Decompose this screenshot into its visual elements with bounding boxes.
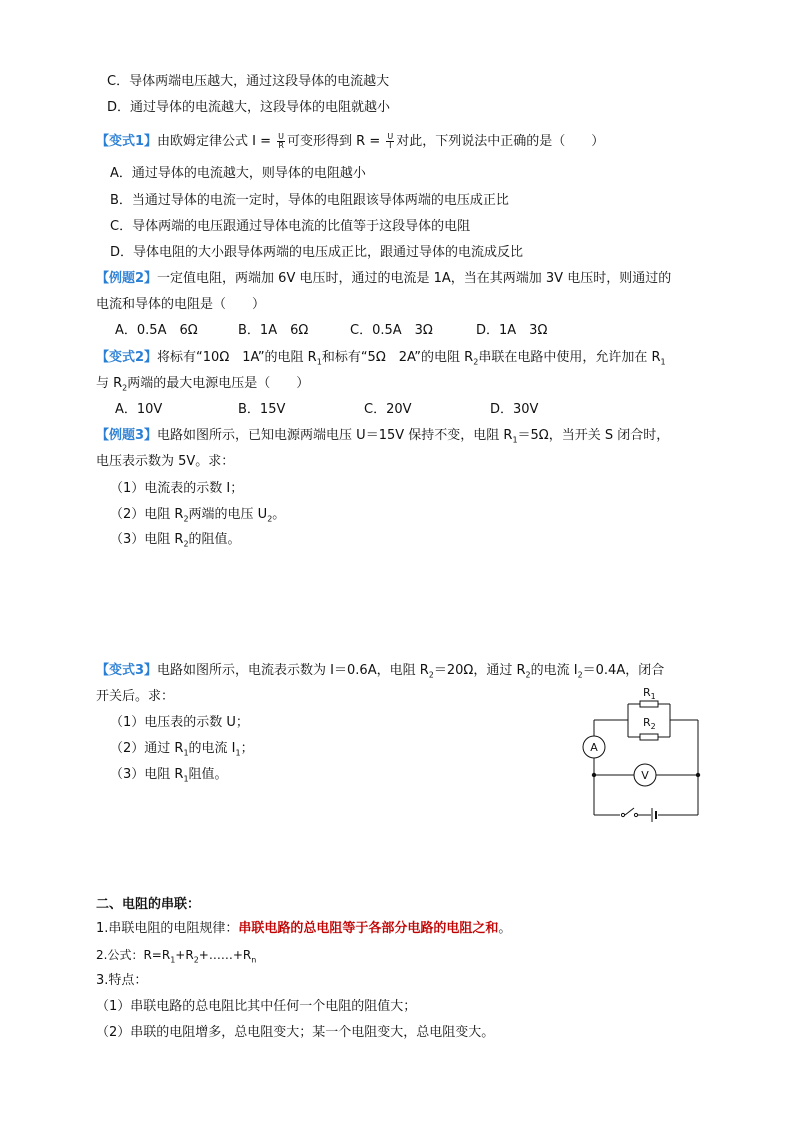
switch-contact [634, 813, 637, 816]
variant1-option-c: C．导体两端的电压跟通过导体电流的比值等于这段导体的电阻 [110, 219, 471, 234]
variant2-stem-line2: 与 $R_2$两端的最大电源电压是（ ） [96, 376, 310, 393]
series-rule-highlight: 串联电路的总电阻等于各部分电路的电阻之和 [238, 921, 499, 936]
example3-question-1: （1）电流表的示数 I； [110, 481, 244, 496]
variant3-question-1: （1）电压表的示数 U； [110, 715, 249, 730]
switch-pivot [621, 813, 624, 816]
variant3-question-3: （3）电阻 $R_1$阻值。 [110, 767, 228, 784]
example3-stem-line1: 【例题3】电路如图所示，已知电源两端电压 U＝15V 保持不变，电阻 $R_1=5\Omega$，当开关 S 闭合时， [96, 428, 670, 445]
variant1-tag: 【变式1】 [96, 134, 158, 149]
example3-question-2: （2）电阻 $R_2$两端的电压 $U_2$。 [110, 507, 286, 524]
junction-dot [592, 773, 596, 777]
example2-tag: 【例题2】 [96, 271, 158, 286]
feature-1: （1）串联电路的总电阻比其中任何一个电阻的阻值大； [96, 999, 417, 1014]
variant2-option-c: C．20V [364, 402, 412, 417]
variant1-stem: 【变式1】由欧姆定律公式 I = $\frac{U}{R}$ 可变形得到 R = $\frac{U}{I}$ 对此，下列说法中正确的是（ ） [96, 132, 605, 150]
variant1-option-b: B．当通过导体的电流一定时，导体的电阻跟该导体两端的电压成正比 [110, 193, 509, 208]
resistor-r1 [640, 701, 658, 707]
example3-stem-line2: 电压表示数为 5V。求： [96, 454, 235, 469]
example2-option-c: C．0.5A 3Ω [350, 323, 433, 338]
junction-dot [696, 773, 700, 777]
variant1-option-d: D．导体电阻的大小跟导体两端的电压成正比，跟通过导体的电流成反比 [110, 245, 524, 260]
voltmeter-label: V [641, 769, 649, 782]
circuit-diagram [575, 682, 710, 827]
features-label: 3.特点： [96, 973, 148, 988]
variant2-stem-line1: 【变式2】将标有“10Ω 1A”的电阻 $R_1$和标有“5Ω 2A”的电阻 $R_2$串联在电路中使用，允许加在 $R_1$ [96, 350, 666, 367]
variant2-option-a: A．10V [115, 402, 163, 417]
prev-option-d: D．通过导体的电流越大，这段导体的电阻就越小 [107, 100, 391, 115]
variant3-stem-line2: 开关后。求： [96, 689, 175, 704]
feature-2: （2）串联的电阻增多，总电阻变大；某一个电阻变大，总电阻变大。 [96, 1025, 495, 1040]
variant3-tag: 【变式3】 [96, 663, 158, 678]
r2-label: $R_2$ [643, 716, 656, 731]
fraction-u-over-r: $\frac{U}{R}$ [278, 132, 285, 150]
example2-option-a: A．0.5A 6Ω [115, 323, 198, 338]
r1-label: $R_1$ [643, 686, 656, 701]
fraction-u-over-i: $\frac{U}{I}$ [387, 132, 394, 150]
variant3-stem-line1: 【变式3】电路如图所示，电流表示数为 I＝0.6A，电阻 $R_2=20\Omega$，通过 $R_2$的电流 $I_2=0.4A$，闭合 [96, 663, 665, 680]
variant2-option-b: B．15V [238, 402, 286, 417]
example2-option-b: B．1A 6Ω [238, 323, 309, 338]
variant2-option-d: D．30V [490, 402, 539, 417]
example2-stem-line2: 电流和导体的电阻是（ ） [96, 297, 266, 312]
ammeter-label: A [590, 741, 598, 754]
variant3-question-2: （2）通过 $R_1$的电流 $I_1$； [110, 741, 254, 758]
variant1-option-a: A．通过导体的电流越大，则导体的电阻越小 [110, 166, 366, 181]
example3-tag: 【例题3】 [96, 428, 158, 443]
variant2-tag: 【变式2】 [96, 350, 158, 365]
section2-heading: 二、电阻的串联： [96, 897, 201, 912]
series-rule: 1.串联电阻的电阻规律：串联电路的总电阻等于各部分电路的电阻之和。 [96, 921, 512, 936]
series-formula: 2.公式：$R=R_1+R_2+\dots\dots+R_n$ [96, 948, 257, 965]
example2-stem-line1: 【例题2】一定值电阻，两端加 6V 电压时，通过的电流是 1A，当在其两端加 3V 电压时，则通过的 [96, 271, 672, 286]
example3-question-3: （3）电阻 $R_2$的阻值。 [110, 532, 241, 549]
resistor-r2 [640, 734, 658, 740]
example2-option-d: D．1A 3Ω [476, 323, 548, 338]
prev-option-c: C．导体两端电压越大，通过这段导体的电流越大 [107, 74, 390, 89]
